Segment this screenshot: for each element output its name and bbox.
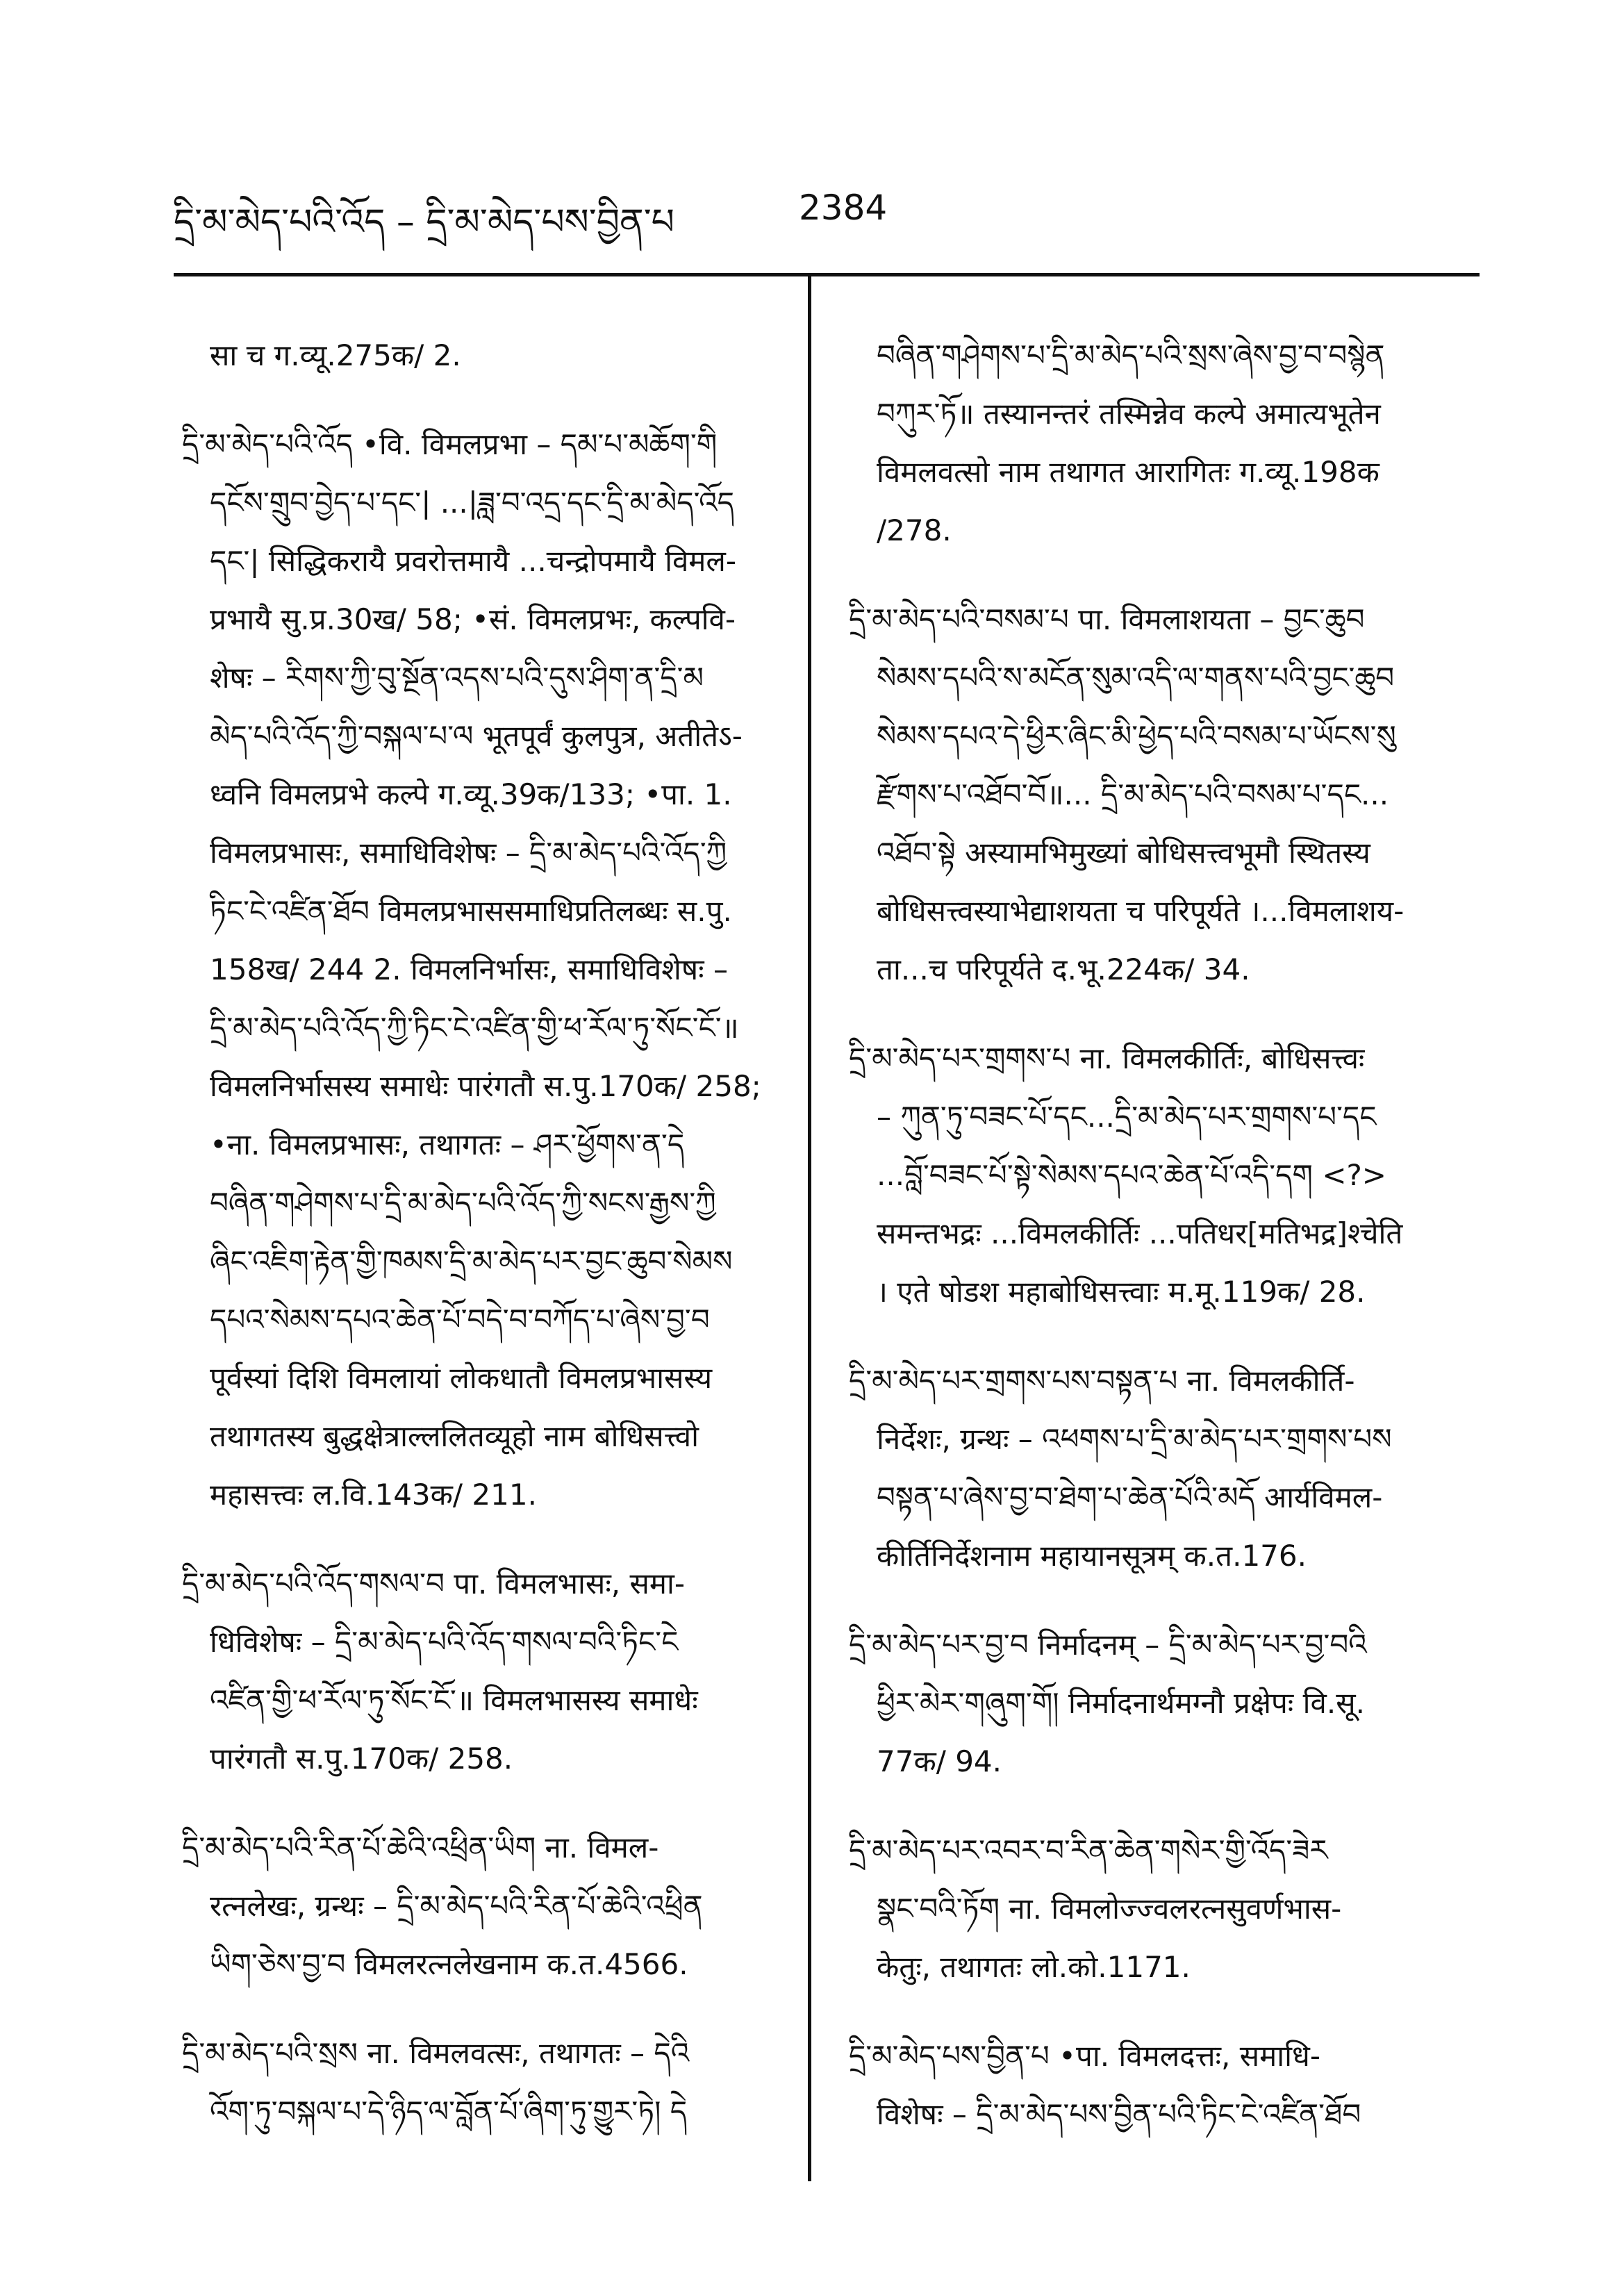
entry-text-line: विमलप्रभासः, समाधिविशेषः – དྲི་མ་མེད་པའི་འོད་ཀྱི <box>210 836 727 870</box>
dictionary-entry <box>182 1819 793 1994</box>
dictionary-entry <box>182 2024 793 2141</box>
entry-text-line: •ना. विमलप्रभासः, तथागतः – ཤར་ཕྱོགས་ན་དེ <box>210 1127 685 1161</box>
entry-text-line: ཏིང་ངེ་འཛིན་ཐོབ विमलप्रभाससमाधिप्रतिलब्धः स.पु. <box>210 894 732 928</box>
entry-text-line: ...བློ་བཟང་པོ་སྟེ་སེམས་དཔའ་ཆེན་པོ་འདི་དག <?> <box>877 1158 1386 1192</box>
dictionary-entry <box>182 415 793 1524</box>
entry-text-line: ध्वनि विमलप्रभे कल्पे ग.व्यू.39क/133; •पा. 1. <box>210 777 732 811</box>
entry-text-line: འཛིན་གྱི་ཕ་རོལ་ཏུ་སོང་ངོ་॥ विमलभासस्य समाधेः <box>210 1683 698 1717</box>
entry-headword-line: དྲི་མ་མེད་པར་བྱ་བ निर्मादनम् – དྲི་མ་མེད་པར་བྱ་བའི <box>849 1628 1367 1662</box>
column-divider <box>808 274 811 2181</box>
page-number: 2384 <box>799 188 888 228</box>
entry-text-line: केतुः, तथागतः लो.को.1171. <box>877 1950 1191 1984</box>
entry-text-line: सा च ग.व्यू.275क/ 2. <box>210 338 461 372</box>
entry-text-line: ཞིང་འཇིག་རྟེན་གྱི་ཁམས་དྲི་མ་མེད་པར་བྱང་ཆུབ་སེམས <box>210 1244 733 1278</box>
dictionary-entry <box>849 590 1460 999</box>
entry-text-line: ता...च परिपूर्यते द.भू.224क/ 34. <box>877 952 1250 986</box>
dictionary-entry <box>849 1616 1460 1791</box>
dictionary-entry <box>849 1352 1460 1585</box>
entry-text-line: འོག་ཏུ་བསྐལ་པ་དེ་ཉིད་ལ་བློན་པོ་ཞིག་ཏུ་གྱུར་ཏེ། དེ <box>210 2094 688 2128</box>
entry-text-line: སེམས་དཔའ་དེ་ཕྱིར་ཞིང་མི་ཕྱེད་པའི་བསམ་པ་ཡོངས་སུ <box>877 719 1396 753</box>
running-title: དྲི་མ་མེད་པའི་འོད – དྲི་མ་མེད་པས་བྱིན་པ <box>174 201 674 243</box>
entry-text-line: विमलनिर्भासस्य समाधेः पारंगतौ स.पु.170क/ 258; <box>210 1069 761 1103</box>
entry-text-line: བཞིན་གཤེགས་པ་དྲི་མ་མེད་པའི་འོད་ཀྱི་སངས་རྒྱས་ཀྱི <box>210 1186 716 1220</box>
dictionary-entry <box>182 1555 793 1788</box>
dictionary-entry <box>849 2027 1460 2144</box>
entry-text-line: पूर्वस्यां दिशि विमलायां लोकधातौ विमलप्रभासस्य <box>210 1361 713 1395</box>
entry-headword-line: དྲི་མ་མེད་པར་གྲགས་པ ना. विमलकीर्तिः, बोधिसत्त्वः <box>849 1041 1365 1075</box>
entry-headword-line: དྲི་མ་མེད་པར་འབར་བ་རིན་ཆེན་གསེར་གྱི་འོད་ཟེར <box>849 1833 1328 1867</box>
entry-text-line: । एते षोडश महाबोधिसत्त्वाः म.मू.119क/ 28. <box>877 1275 1366 1309</box>
left-column <box>182 326 793 2141</box>
entry-text-line: तथागतस्य बुद्धक्षेत्राल्ललितव्यूहो नाम बोधिसत्त्वो <box>210 1419 699 1453</box>
entry-continuation <box>849 326 1460 560</box>
entry-text-line: रत्नलेखः, ग्रन्थः – དྲི་མ་མེད་པའི་རིན་པོ་ཆེའི་འཕྲིན <box>210 1889 703 1923</box>
entry-text-line: विशेषः – དྲི་མ་མེད་པས་བྱིན་པའི་ཏིང་ངེ་འཛིན་ཐོབ <box>877 2097 1361 2131</box>
entry-text-line: समन्तभद्रः ...विमलकीर्तिः ...पतिधर[मतिभद्र]श्चेति <box>877 1216 1403 1250</box>
entry-headword-line: དྲི་མ་མེད་པའི་འོད •वि. विमलप्रभा – དམ་པ་མཆོག་གི <box>182 427 718 461</box>
entry-text-line: ཕྱིར་མེར་གཞུག་གོ། निर्मादनार्थमग्नौ प्रक्षेपः वि.सू. <box>877 1686 1365 1720</box>
entry-headword-line: དྲི་མ་མེད་པའི་འོད་གསལ་བ पा. विमलभासः, समा- <box>182 1566 686 1601</box>
entry-text-line: महासत्त्वः ल.वि.143क/ 211. <box>210 1478 537 1512</box>
entry-text-line: धिविशेषः – དྲི་མ་མེད་པའི་འོད་གསལ་བའི་ཏིང་ངེ <box>210 1625 679 1659</box>
dictionary-entry <box>849 1030 1460 1321</box>
entry-text-line: དྲི་མ་མེད་པའི་འོད་ཀྱི་ཏིང་ངེ་འཛིན་གྱི་ཕ་རོལ་ཏུ་སོང་ངོ་॥ <box>210 1011 739 1045</box>
entry-text-line: བཞིན་གཤེགས་པ་དྲི་མ་མེད་པའི་སྲས་ཞེས་བྱ་བ་བསྙེན <box>877 338 1385 372</box>
entry-text-line: བསྟན་པ་ཞེས་བྱ་བ་ཐེག་པ་ཆེན་པོའི་མདོ आर्यविमल- <box>877 1480 1383 1514</box>
right-column <box>849 326 1460 2144</box>
entry-text-line: བཀུར་ཏོ॥ तस्यानन्तरं तस्मिन्नेव कल्पे अमात्यभूतेन <box>877 397 1381 431</box>
entry-headword-line: དྲི་མ་མེད་པས་བྱིན་པ •पा. विमलदत्तः, समाधि- <box>849 2039 1320 2073</box>
entry-text-line: बोधिसत्त्वस्याभेद्याशयता च परिपूर्यते ।...विमलाशय- <box>877 894 1405 928</box>
entry-text-line: – ཀུན་ཏུ་བཟང་པོ་དང...དྲི་མ་མེད་པར་གྲགས་པ་དང <box>877 1100 1377 1134</box>
header-rule <box>174 273 1480 276</box>
entry-text-line: འཐོབ་སྟེ अस्यामभिमुख्यां बोधिसत्त्वभूमौ स्थितस्य <box>877 836 1370 870</box>
entry-continuation <box>182 326 793 385</box>
entry-text-line: /278. <box>877 513 952 547</box>
dictionary-entry <box>849 1821 1460 1996</box>
entry-text-line: དངོས་གྲུབ་བྱེད་པ་དང་| ...|ཟླ་བ་འདྲ་དང་དྲི་མ་མེད་འོད <box>210 486 734 520</box>
entry-text-line: विमलवत्सो नाम तथागत आरागितः ग.व्यू.198क <box>877 455 1379 489</box>
entry-text-line: སེམས་དཔའི་ས་མངོན་སུམ་འདི་ལ་གནས་པའི་བྱང་ཆུབ <box>877 661 1395 695</box>
entry-text-line: शेषः – རིགས་ཀྱི་བུ་སྔོན་འདས་པའི་དུས་ཤིག་ན་དྲི་མ <box>210 661 704 695</box>
entry-text-line: མེད་པའི་འོད་ཀྱི་བསྐལ་པ་ལ भूतपूर्वं कुलपुत्र, अतीतेऽ- <box>210 719 743 753</box>
entry-text-line: 158ख/ 244 2. विमलनिर्भासः, समाधिविशेषः – <box>210 952 728 986</box>
entry-headword-line: དྲི་མ་མེད་པའི་རིན་པོ་ཆེའི་འཕྲིན་ཡིག ना. विमल- <box>182 1830 659 1865</box>
entry-text-line: कीर्तिनिर्देशनाम महायानसूत्रम् क.त.176. <box>877 1539 1307 1573</box>
entry-text-line: རྫོགས་པ་འཐོབ་བོ॥... དྲི་མ་མེད་པའི་བསམ་པ་དང... <box>877 777 1389 811</box>
entry-text-line: ཡིག་ཅེས་བྱ་བ विमलरत्नलेखनाम क.त.4566. <box>210 1947 688 1981</box>
entry-text-line: སྣང་བའི་ཏོག ना. विमलोज्ज्वलरत्नसुवर्णभास- <box>877 1892 1342 1926</box>
entry-text-line: निर्देशः, ग्रन्थः – འཕགས་པ་དྲི་མ་མེད་པར་གྲགས་པས <box>877 1422 1392 1456</box>
entry-text-line: 77क/ 94. <box>877 1744 1002 1778</box>
entry-text-line: पारंगतौ स.पु.170क/ 258. <box>210 1742 513 1776</box>
entry-text-line: དང་| सिद्धिकरायै प्रवरोत्तमायै ...चन्द्रोपमायै विमल- <box>210 544 737 578</box>
entry-text-line: प्रभायै सु.प्र.30ख/ 58; •सं. विमलप्रभः, कल्पवि- <box>210 602 736 636</box>
entry-headword-line: དྲི་མ་མེད་པར་གྲགས་པས་བསྟན་པ ना. विमलकीर्ति- <box>849 1364 1355 1398</box>
entry-headword-line: དྲི་མ་མེད་པའི་བསམ་པ पा. विमलाशयता – བྱང་ཆུབ <box>849 602 1365 636</box>
entry-headword-line: དྲི་མ་མེད་པའི་སྲས ना. विमलवत्सः, तथागतः – དེའི <box>182 2036 690 2070</box>
entry-text-line: དཔའ་སེམས་དཔའ་ཆེན་པོ་བདེ་བ་བཀོད་པ་ཞེས་བྱ་བ <box>210 1303 710 1337</box>
